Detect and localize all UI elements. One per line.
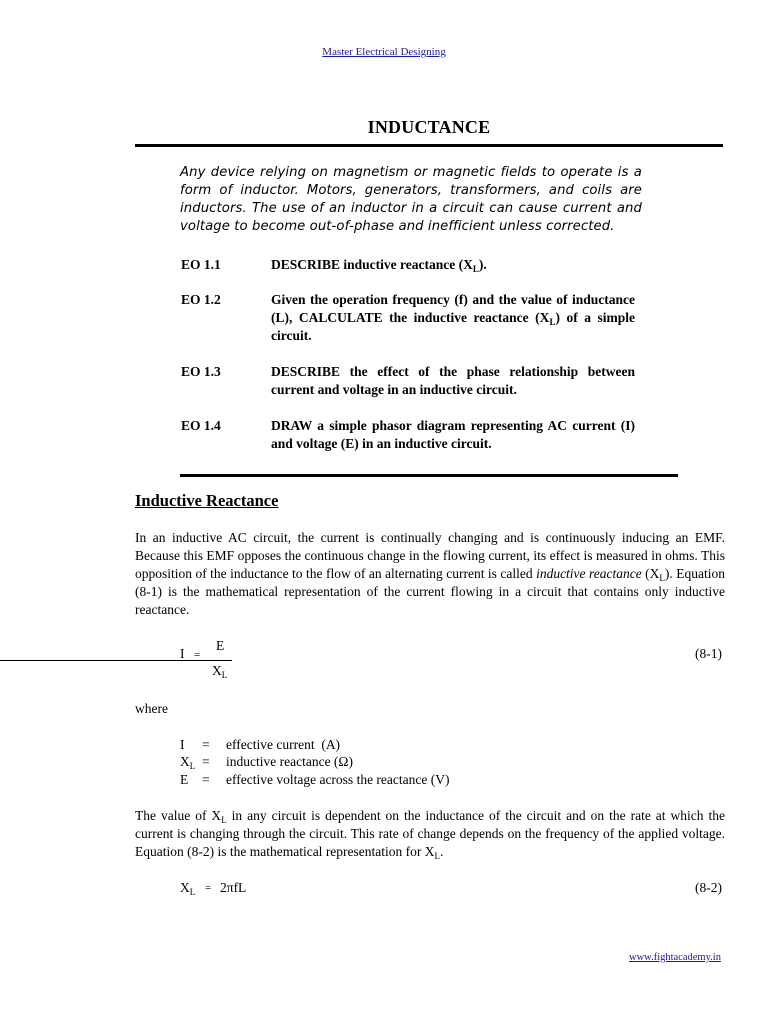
- equation-lhs: $X_L$: [180, 880, 196, 897]
- objective-text: Given the operation frequency (f) and the value of inductance (L), CALCULATE the inductive reactance $(X_L)$ of a simple circuit.: [271, 292, 635, 343]
- page-title: INDUCTANCE: [367, 117, 491, 137]
- objective-id: EO 1.4: [181, 418, 221, 433]
- definition-desc: inductive reactance (Ω): [226, 754, 353, 769]
- definition-symbol: $X_L$: [180, 754, 196, 771]
- body-paragraph: The value of $X_L$ in any circuit is dependent on the inductance of the circuit and on the rate at which the current is changing through the circuit. This rate of change depends on the frequency of the applied voltage. Equation (8-2) is the mathematical representation for $X_L$.: [135, 808, 725, 861]
- equation-numerator: E: [216, 638, 225, 653]
- definition-equals: =: [202, 772, 210, 787]
- section-heading: Inductive Reactance: [135, 491, 279, 510]
- definition-symbol: E: [180, 772, 189, 787]
- objective-id: EO 1.2: [181, 292, 221, 307]
- header-link[interactable]: Master Electrical Designing: [322, 46, 446, 58]
- objectives-rule: [180, 474, 678, 477]
- title-rule: [135, 144, 723, 147]
- objective-text: DRAW a simple phasor diagram representing AC current (I) and voltage (E) in an inductive circuit.: [271, 418, 635, 451]
- objective-text: DESCRIBE inductive reactance $(X_L)$.: [271, 257, 487, 274]
- equation-denominator: $X_L$: [212, 663, 228, 680]
- equation-equals: =: [205, 882, 212, 894]
- where-label: where: [135, 701, 168, 716]
- footer-link[interactable]: www.fightacademy.in: [629, 952, 721, 963]
- equation-number: (8-2): [695, 880, 722, 895]
- equation-equals: =: [194, 649, 201, 661]
- definition-symbol: I: [180, 737, 185, 752]
- definition-equals: =: [202, 754, 210, 769]
- intro-paragraph: Any device relying on magnetism or magnetic fields to operate is a form of inductor. Motors, generators, transformers, and coils are inductors. The use of an inductor in a circuit can cause current and voltage to become out-of-phase and inefficient unless corrected.: [180, 165, 642, 234]
- equation-number: (8-1): [695, 646, 722, 661]
- body-paragraph: In an inductive AC circuit, the current is continually changing and is continuously inducing an EMF. Because this EMF opposes the continuous change in the flowing current, its effect is measured in ohms. This opposition of the inductance to the flow of an alternating current is called inductive reactance $(X_L)$. Equation (8-1) is the mathematical representation of the current flowing in a circuit that contains only inductive reactance.: [135, 530, 725, 617]
- objective-id: EO 1.1: [181, 257, 221, 272]
- objective-id: EO 1.3: [181, 364, 221, 379]
- equation-rhs: 2πfL: [220, 880, 247, 895]
- definition-desc: effective current (A): [226, 737, 341, 752]
- definition-equals: =: [202, 737, 210, 752]
- definition-desc: effective voltage across the reactance (V): [226, 772, 450, 787]
- objective-text: DESCRIBE the effect of the phase relationship between current and voltage in an inductive circuit.: [271, 364, 635, 397]
- equation-lhs: I: [180, 646, 185, 661]
